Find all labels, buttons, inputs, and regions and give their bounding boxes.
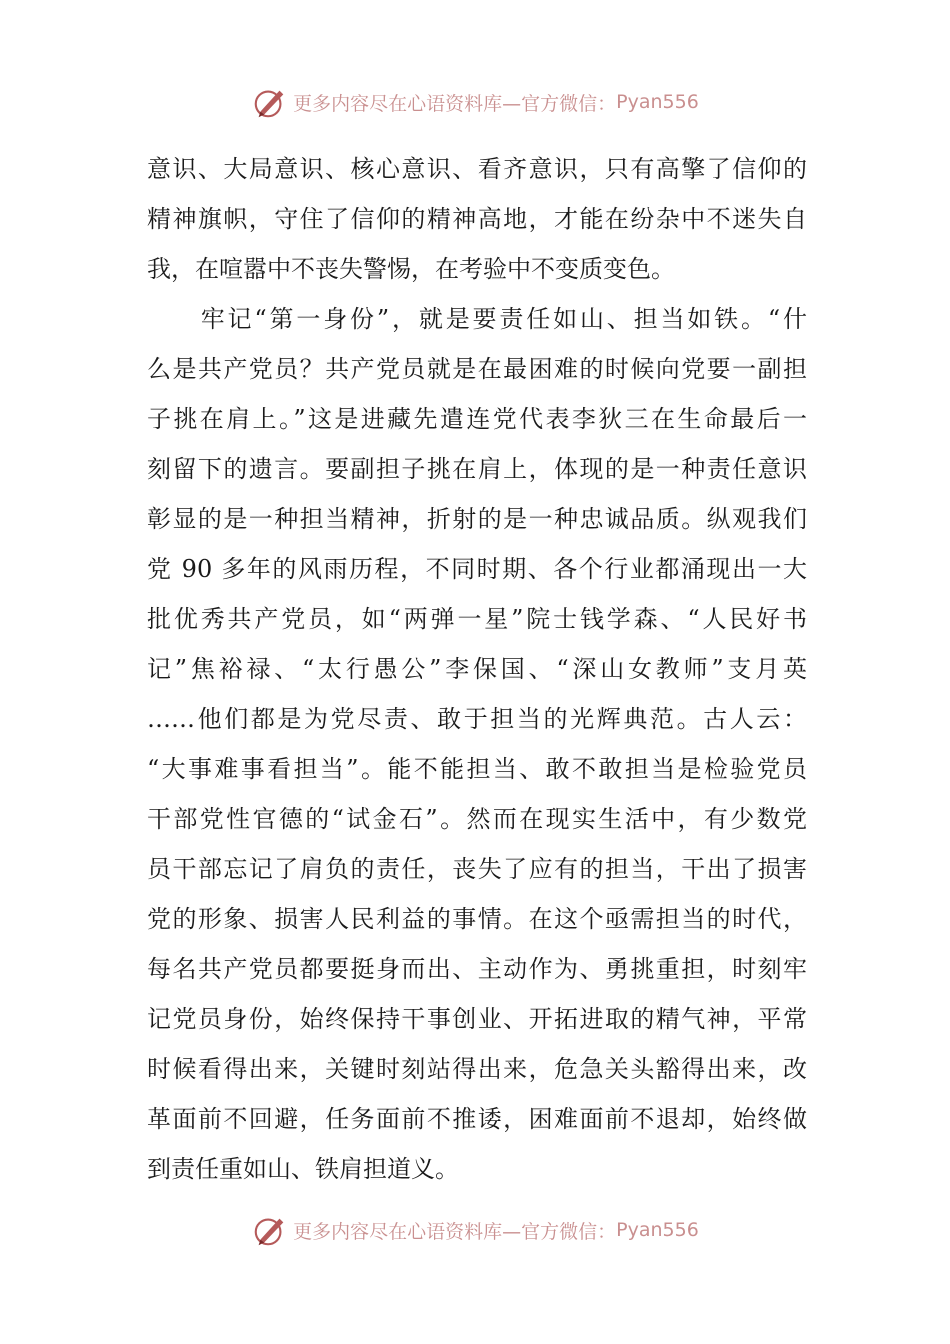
text-line: 到责任重如山、铁肩担道义。 xyxy=(147,1155,459,1183)
wechat-id: Pyan556 xyxy=(616,1219,699,1241)
text-line: 时候看得出来，关键时刻站得出来，危急关头豁得出来，改 xyxy=(147,1055,807,1083)
text-line: 子挑在肩上。”这是进藏先遣连党代表李狄三在生命最后一 xyxy=(147,405,807,433)
text-line: 干部党性官德的“试金石”。然而在现实生活中，有少数党 xyxy=(147,805,807,833)
text-line: 记党员身份，始终保持干事创业、开拓进取的精气神，平常 xyxy=(147,1005,807,1033)
text-line: 么是共产党员？共产党员就是在最困难的时候向党要一副担 xyxy=(147,355,807,383)
pen-logo-icon xyxy=(251,1211,289,1249)
text-line: 每名共产党员都要挺身而出、主动作为、勇挑重担，时刻牢 xyxy=(147,955,807,983)
document-body xyxy=(147,144,807,1194)
text-line: 我，在喧嚣中不丧失警惕，在考验中不变质变色。 xyxy=(147,255,675,283)
pen-logo-icon xyxy=(251,83,289,121)
text-line: 彰显的是一种担当精神，折射的是一种忠诚品质。纵观我们 xyxy=(147,505,807,533)
text-line: 党的形象、损害人民利益的事情。在这个亟需担当的时代， xyxy=(147,905,807,933)
text-line: 党 90 多年的风雨历程，不同时期、各个行业都涌现出一大 xyxy=(147,555,807,583)
text-line: “大事难事看担当”。能不能担当、敢不敢担当是检验党员 xyxy=(147,755,807,783)
text-line: 牢记“第一身份”，就是要责任如山、担当如铁。“什 xyxy=(147,305,807,333)
text-line: 批优秀共产党员，如“两弹一星”院士钱学森、“人民好书 xyxy=(147,605,807,633)
text-line: 员干部忘记了肩负的责任，丧失了应有的担当，干出了损害 xyxy=(147,855,807,883)
banner-text: 更多内容尽在心语资料库—官方微信： xyxy=(293,1220,617,1243)
text-line: 精神旗帜，守住了信仰的精神高地，才能在纷杂中不迷失自 xyxy=(147,205,807,233)
text-line: 记”焦裕禄、“太行愚公”李保国、“深山女教师”支月英 xyxy=(147,655,807,683)
text-line: 意识、大局意识、核心意识、看齐意识，只有高擎了信仰的 xyxy=(147,155,807,183)
text-line: 革面前不回避，任务面前不推诿，困难面前不退却，始终做 xyxy=(147,1105,807,1133)
text-line: 刻留下的遗言。要副担子挑在肩上，体现的是一种责任意识 xyxy=(147,455,807,483)
footer-banner xyxy=(0,1210,950,1250)
header-banner xyxy=(0,82,950,122)
text-line: ……他们都是为党尽责、敢于担当的光辉典范。古人云： xyxy=(147,705,807,733)
banner-text: 更多内容尽在心语资料库—官方微信： xyxy=(293,92,617,115)
wechat-id: Pyan556 xyxy=(616,91,699,113)
